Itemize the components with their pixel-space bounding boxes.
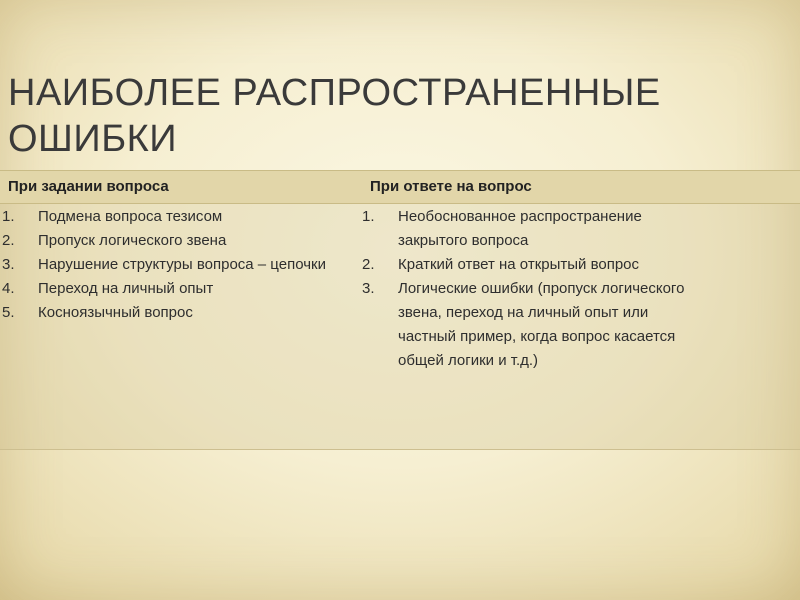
- item-number: 3.: [2, 256, 15, 273]
- item-text: Пропуск логического звена: [38, 232, 227, 249]
- header-answering: При ответе на вопрос: [370, 178, 532, 195]
- table-bottom-border: [0, 449, 800, 450]
- list-item: [362, 205, 692, 253]
- header-asking: При задании вопроса: [8, 178, 169, 195]
- title-line-1: НАИБОЛЕЕ РАСПРОСТРАНЕННЫЕ: [8, 72, 661, 114]
- asking-errors-list: [0, 205, 350, 325]
- item-text: Краткий ответ на открытый вопрос: [398, 256, 640, 273]
- item-number: 2.: [2, 232, 15, 249]
- item-text: Подмена вопроса тезисом: [38, 208, 223, 225]
- list-item: [0, 205, 350, 229]
- errors-table: [0, 170, 800, 450]
- title-line-2: ОШИБКИ: [8, 118, 178, 160]
- list-item: [0, 301, 350, 325]
- item-number: 3.: [362, 280, 375, 297]
- item-text: Логические ошибки (пропуск логического звена, переход на личный опыт или частный пример, когда вопрос касается общей логики и т.д.): [398, 280, 685, 369]
- item-text: Нарушение структуры вопроса – цепочки: [38, 256, 326, 273]
- list-item: [0, 253, 350, 277]
- item-number: 5.: [2, 304, 15, 321]
- item-number: 2.: [362, 256, 375, 273]
- item-text: Переход на личный опыт: [38, 280, 214, 297]
- list-item: [362, 253, 692, 277]
- list-item: [0, 277, 350, 301]
- item-number: 1.: [2, 208, 15, 225]
- item-number: 4.: [2, 280, 15, 297]
- list-item: [0, 229, 350, 253]
- table-header-row: [0, 170, 800, 204]
- list-item: [362, 277, 692, 373]
- slide-title: [8, 70, 788, 162]
- item-text: Необоснованное распространение закрытого вопроса: [398, 208, 642, 249]
- answering-errors-list: [362, 205, 692, 373]
- item-text: Косноязычный вопрос: [38, 304, 193, 321]
- item-number: 1.: [362, 208, 375, 225]
